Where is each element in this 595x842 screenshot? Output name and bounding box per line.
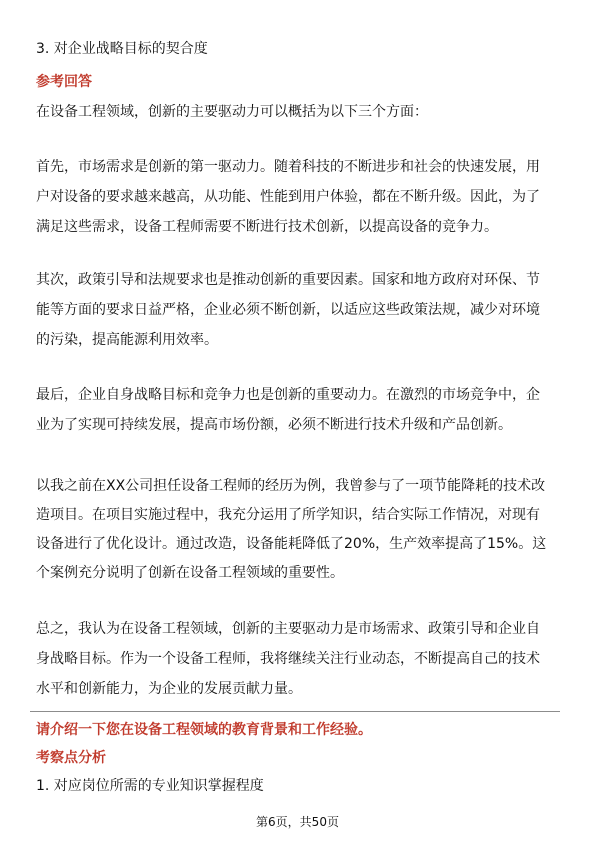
answer-heading: 参考回答 (36, 74, 92, 90)
page-number: 第6页，共50页 (256, 815, 339, 829)
analysis-item-1: 1. 对应岗位所需的专业知识掌握程度 (36, 778, 264, 794)
paragraph-1-line-1: 首先，市场需求是创新的第一驱动力。随着科技的不断进步和社会的快速发展，用 (36, 159, 540, 175)
paragraph-5-line-2: 身战略目标。作为一个设备工程师，我将继续关注行业动态，不断提高自己的技术 (36, 651, 540, 667)
criteria-item-3: 3. 对企业战略目标的契合度 (36, 41, 208, 57)
paragraph-5-line-3: 水平和创新能力，为企业的发展贡献力量。 (36, 681, 302, 697)
paragraph-1-line-3: 满足这些需求，设备工程师需要不断进行技术创新，以提高设备的竞争力。 (36, 219, 498, 235)
paragraph-3-line-1: 最后，企业自身战略目标和竞争力也是创新的重要动力。在激烈的市场竞争中，企 (36, 387, 540, 403)
paragraph-4-line-1: 以我之前在XX公司担任设备工程师的经历为例，我曾参与了一项节能降耗的技术改 (36, 478, 546, 494)
answer-intro: 在设备工程领域，创新的主要驱动力可以概括为以下三个方面： (36, 104, 428, 120)
paragraph-4-line-2: 造项目。在项目实施过程中，我充分运用了所学知识，结合实际工作情况，对现有 (36, 507, 540, 523)
paragraph-1-line-2: 户对设备的要求越来越高，从功能、性能到用户体验，都在不断升级。因此，为了 (36, 189, 540, 205)
paragraph-4-line-3: 设备进行了优化设计。通过改造，设备能耗降低了20%，生产效率提高了15%。这 (36, 536, 547, 552)
next-question-heading: 请介绍一下您在设备工程领域的教育背景和工作经验。 (36, 722, 372, 738)
paragraph-3-line-2: 业为了实现可持续发展，提高市场份额，必须不断进行技术升级和产品创新。 (36, 417, 512, 433)
analysis-heading: 考察点分析 (36, 750, 106, 766)
paragraph-2-line-1: 其次，政策引导和法规要求也是推动创新的重要因素。国家和地方政府对环保、节 (36, 272, 540, 288)
section-divider (30, 711, 560, 712)
paragraph-2-line-3: 的污染，提高能源利用效率。 (36, 332, 218, 348)
paragraph-5-line-1: 总之，我认为在设备工程领域，创新的主要驱动力是市场需求、政策引导和企业自 (36, 621, 540, 637)
paragraph-4-line-4: 个案例充分说明了创新在设备工程领域的重要性。 (36, 565, 344, 581)
paragraph-2-line-2: 能等方面的要求日益严格，企业必须不断创新，以适应这些政策法规，减少对环境 (36, 302, 540, 318)
